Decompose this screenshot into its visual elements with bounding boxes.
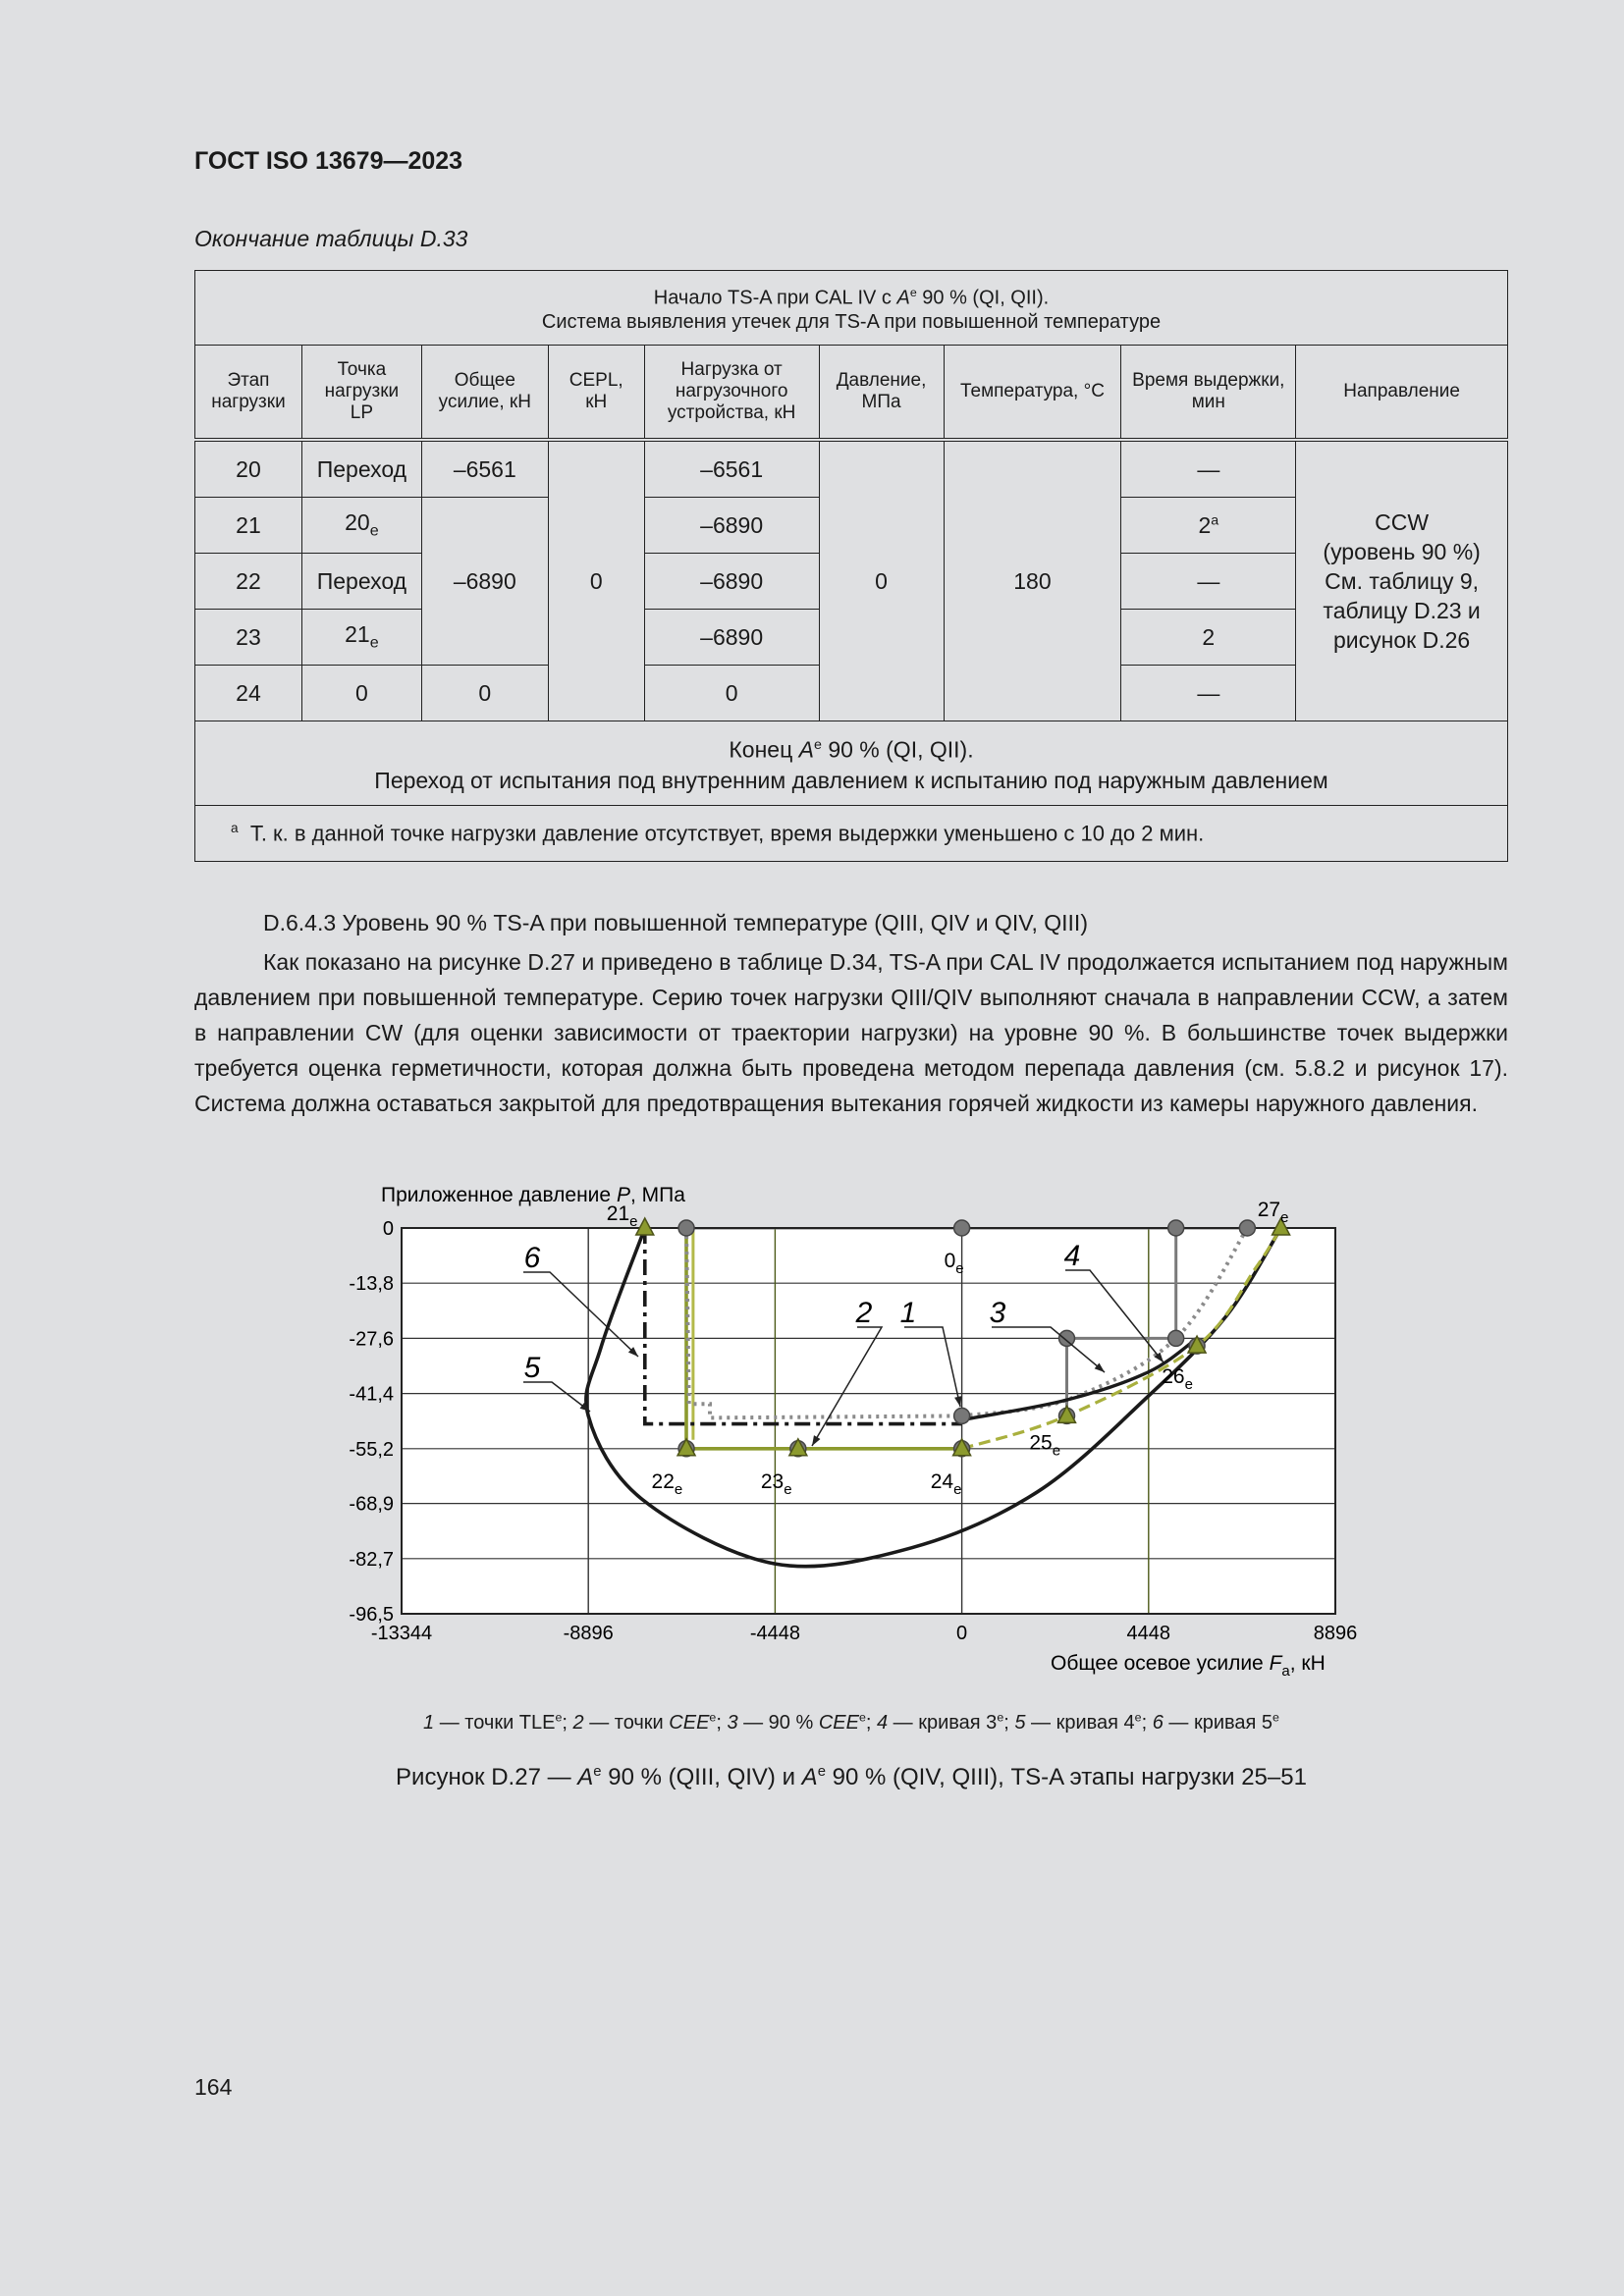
end-var: A [798,736,814,763]
x-tick-label: 0 [956,1623,968,1644]
direction-line-5: рисунок D.26 [1333,627,1471,653]
cell-hold: — [1121,440,1296,498]
y-tick-label: -55,2 [349,1438,394,1461]
legend-item: 4 — кривая $3^е$; [876,1710,1015,1734]
point-label-sub: е [1280,1209,1289,1226]
ylabel-b: , МПа [629,1184,685,1206]
legend-text: — 90 % [737,1711,819,1734]
x-tick-label: 4448 [1126,1623,1171,1644]
point-sub: е [369,633,379,652]
point-label-num: 0 [944,1250,956,1272]
y-tick-label: 0 [382,1218,394,1240]
caption-text-c: 90 % (QIV, QIII), TS-A этапы нагрузки 25–51 [825,1764,1307,1790]
tle-point [1239,1220,1255,1236]
callout-number: 4 [1063,1240,1081,1272]
legend-item: 3 — 90 % $CEE^е$; [727,1710,877,1734]
x-axis-label [1051,1652,1326,1680]
cell-temp-merged: 180 [944,440,1121,721]
caption-text-b: 90 % (QIII, QIV) и [601,1764,802,1790]
plot-area [402,1228,1335,1614]
figure-legend [194,1710,1508,1735]
cell-stage: 24 [195,666,302,721]
cell-hold: — [1121,666,1296,721]
point-label-num: 27 [1257,1199,1281,1221]
legend-num: 2 [572,1711,584,1734]
direction-line-1: CCW [1375,509,1430,535]
point-label-num: 24 [930,1469,954,1493]
callout-number: 3 [989,1297,1006,1329]
legend-item: 5 — кривая $4^е$; [1014,1710,1153,1734]
legend-text: — кривая 5 [1163,1711,1273,1734]
cell-stage: 21 [195,498,302,554]
cell-cepl-merged: 0 [548,440,644,721]
legend-item: 2 — точки $CEE^е$; [572,1710,728,1734]
cell-point: 0 [301,666,421,721]
document-header: ГОСТ ISO 13679—2023 [194,147,463,175]
xlabel-var: F [1269,1652,1282,1675]
end-text-b: 90 % (QI, QII). [821,736,974,763]
table-caption: Окончание таблицы D.33 [194,226,468,251]
legend-sup: е [1272,1710,1279,1724]
xlabel-b: , кН [1289,1652,1326,1675]
callout-number: 5 [523,1352,541,1384]
header-pressure: Давление, МПа [819,346,944,441]
cell-stage: 20 [195,440,302,498]
cell-total-merged: –6890 [421,498,548,666]
y-axis-label [381,1184,685,1206]
figure-caption [194,1764,1508,1791]
y-tick-label: -82,7 [349,1548,394,1571]
direction-line-3: См. таблицу 9, [1325,568,1480,594]
header-cepl: CEPL, кН [548,346,644,441]
ylabel-var: P [616,1184,630,1206]
legend-italic: CEE [818,1711,859,1734]
cell-point: Переход [301,440,421,498]
y-tick-label: -96,5 [349,1604,394,1626]
legend-item [1153,1712,1279,1734]
end-text-a: Конец [729,736,799,763]
x-tick-label: -4448 [749,1623,800,1644]
callout-number: 2 [855,1297,873,1329]
point-label [607,1202,638,1230]
x-tick-label: -13344 [370,1623,433,1644]
legend-num: 1 [423,1711,435,1734]
legend-sup: е [555,1710,563,1724]
legend-num: 4 [876,1711,889,1734]
cell-pressure-merged: 0 [819,440,944,721]
point-label-sub: е [1052,1442,1061,1460]
point-num: 21 [345,621,370,648]
point-label-sub: е [674,1480,683,1498]
legend-num: 5 [1014,1711,1026,1734]
y-tick-label: -13,8 [349,1273,394,1296]
note-text: Т. к. в данной точке нагрузки давление отсутствует, время выдержки уменьшено с 10 до 2 мин. [249,821,1205,846]
xlabel-sub: a [1281,1663,1290,1680]
tle-point [954,1220,970,1236]
point-label-num: 22 [651,1469,675,1493]
legend-item: 1 — точки $TLE^е$; [423,1710,573,1734]
table-title-text-a: Начало TS-A при CAL IV с [653,287,897,309]
x-tick-label: 8896 [1313,1623,1358,1644]
table-title-sup: е [909,285,917,299]
point-label-num: 26 [1162,1365,1185,1389]
tle-point [678,1220,694,1236]
legend-text: — кривая 3 [888,1711,998,1734]
table-title-line2: Система выявления утечек для TS-A при повышенной температуре [541,311,1162,334]
tle-point [954,1408,970,1423]
note-mark: a [231,820,239,835]
point-label-sub: е [955,1260,964,1277]
legend-sup: е [858,1710,866,1724]
legend-text: — кривая 4 [1025,1711,1135,1734]
ylabel-a: Приложенное давление [381,1184,617,1206]
caption-var-1: A [577,1764,594,1790]
table-title-text-b: 90 % (QI, QII). [916,287,1050,309]
legend-text: — точки TLE [434,1711,556,1734]
header-device: Нагрузка от нагрузочного устройства, кН [644,346,819,441]
point-sub: е [369,521,379,540]
callout-number: 6 [523,1242,541,1274]
point-label-sub: е [953,1480,962,1498]
cell-hold: 2 [1121,610,1296,666]
cell-device: –6890 [644,554,819,610]
legend-sup: е [1134,1710,1142,1724]
x-tick-label: -8896 [563,1623,614,1644]
page-number: 164 [194,2074,233,2100]
cell-stage: 23 [195,610,302,666]
header-point: Точка нагрузки LP [301,346,421,441]
y-tick-label: -41,4 [349,1383,394,1406]
cell-device: –6890 [644,610,819,666]
legend-num: 3 [727,1711,738,1734]
point-label-sub: е [784,1480,792,1498]
legend-sup: е [997,1710,1004,1724]
point-label-sub: е [1184,1376,1193,1394]
caption-text-a: Рисунок D.27 — [396,1764,578,1790]
end-sup: е [814,737,822,754]
tle-point [1168,1220,1184,1236]
paragraph-heading: D.6.4.3 Уровень 90 % TS-A при повышенной температуре (QIII, QIV и QIV, QIII) [263,910,1088,935]
hold-sup: a [1211,511,1219,528]
y-tick-label: -68,9 [349,1493,394,1516]
cell-total: –6561 [421,440,548,498]
y-tick-label: -27,6 [349,1328,394,1351]
point-num: 20 [345,509,370,536]
hold-num: 2 [1198,511,1212,538]
point-label-num: 21 [606,1202,630,1225]
end-line2: Переход от испытания под внутренним давлением к испытанию под наружным давлением [374,767,1328,793]
legend-sup: е [709,1710,717,1724]
cell-total: 0 [421,666,548,721]
xlabel-a: Общее осевое усилие [1051,1652,1270,1675]
point-label-num: 23 [760,1469,785,1493]
cell-device: –6890 [644,498,819,554]
caption-sup-1: е [593,1764,602,1780]
callout-number: 1 [899,1297,917,1329]
direction-line-2: (уровень 90 %) [1323,539,1481,564]
cell-hold: — [1121,554,1296,610]
legend-text: — точки [583,1711,670,1734]
header-hold: Время выдержки, мин [1121,346,1296,441]
header-total: Общее усилие, кН [421,346,548,441]
cell-stage: 22 [195,554,302,610]
tle-point [1168,1330,1184,1346]
point-label-num: 25 [1029,1431,1053,1455]
header-temp: Температура, °С [944,346,1121,441]
table-title-var: A [896,287,910,309]
cee-point [636,1218,654,1235]
point-label-sub: е [629,1213,638,1230]
cell-device: –6561 [644,440,819,498]
legend-num: 6 [1152,1711,1164,1734]
direction-line-4: таблицу D.23 и [1323,598,1481,623]
paragraph-body: Как показано на рисунке D.27 и приведено в таблице D.34, TS-A при CAL IV продолжается испытанием под наружным давлением при повышенной температуре. Серию точек нагрузки QIII/QIV выполняют сначала в направлении CCW, а затем в направлении CW (для оценки зависимости от траектории нагрузки) на уровне 90 %. В большинстве точек выдержки требуется оценка герметичности, которая должна быть проведена методом перепада давления (см. 5.8.2 и рисунок 17). Система должна оставаться закрытой для предотвращения вытекания горячей жидкости из камеры наружного давления. [194,949,1508,1116]
caption-var-2: A [801,1764,818,1790]
caption-sup-2: е [817,1764,826,1780]
point-label [1258,1199,1289,1226]
cell-device: 0 [644,666,819,721]
tle-point [1059,1330,1075,1346]
header-stage: Этап нагрузки [195,346,302,441]
cell-point: Переход [301,554,421,610]
header-dir: Направление [1296,346,1508,441]
legend-italic: CEE [669,1711,710,1734]
